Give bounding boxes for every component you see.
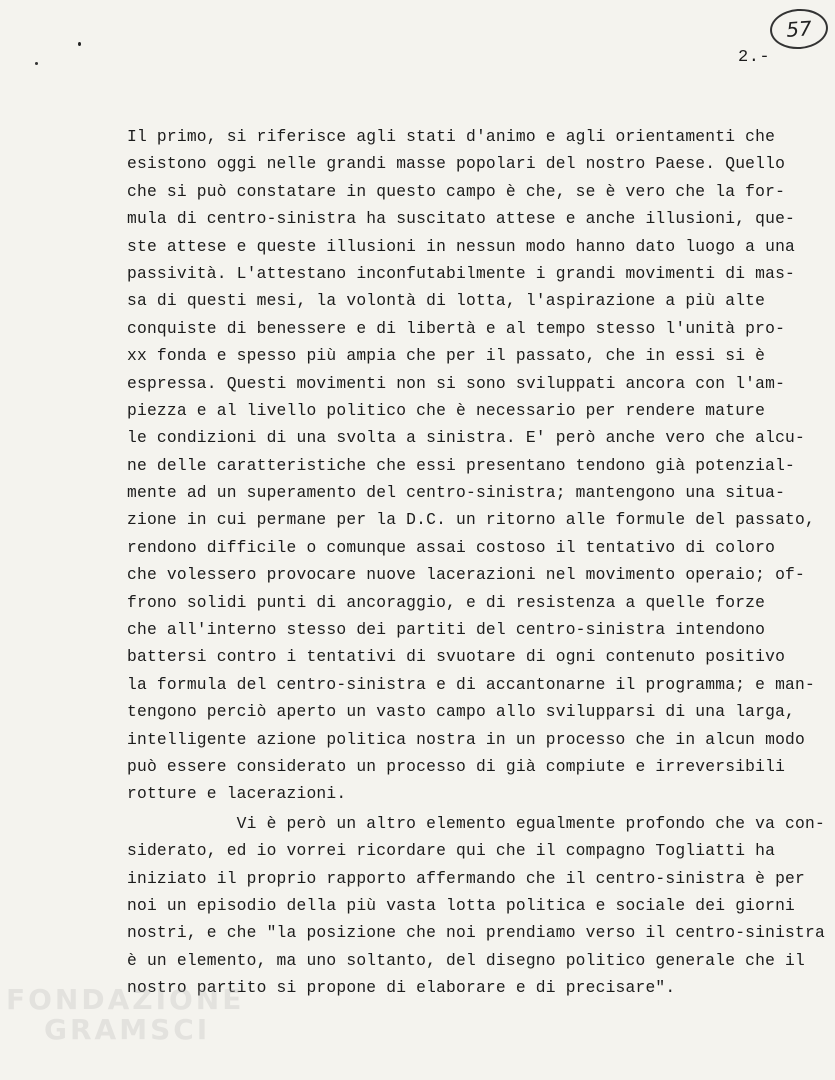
text-line: che volessero provocare nuove lacerazioni nel movimento operaio; of- <box>127 565 805 585</box>
text-line: mula di centro-sinistra ha suscitato attese e anche illusioni, que- <box>127 209 796 229</box>
text-line: tengono perciò aperto un vasto campo allo svilupparsi di una larga, <box>127 702 796 722</box>
text-line: rotture e lacerazioni. <box>127 784 347 804</box>
archive-stamp: 57 <box>769 7 830 51</box>
text-line: che si può constatare in questo campo è che, se è vero che la for- <box>127 181 786 201</box>
text-line: ste attese e queste illusioni in nessun modo hanno dato luogo a una <box>127 236 796 256</box>
ink-mark <box>35 62 38 65</box>
text-line: le condizioni di una svolta a sinistra. E' però anche vero che alcu- <box>127 428 805 448</box>
watermark-line: FONDAZIONE <box>6 983 245 1016</box>
text-line: passività. L'attestano inconfutabilmente i grandi movimenti di mas- <box>127 263 796 283</box>
text-line: frono solidi punti di ancoraggio, e di resistenza a quelle forze <box>127 592 766 612</box>
text-line: Il primo, si riferisce agli stati d'animo e agli orientamenti che <box>127 127 776 146</box>
text-line: mente ad un superamento del centro-sinistra; mantengono una situa- <box>127 483 786 503</box>
text-line: conquiste di benessere e di libertà e al tempo stesso l'unità pro- <box>127 318 786 338</box>
text-line: Vi è però un altro elemento egualmente profondo che va con- <box>127 813 825 833</box>
text-line: può essere considerato un processo di già compiute e irreversibili <box>127 756 786 776</box>
text-line: noi un episodio della più vasta lotta politica e sociale dei giorni <box>127 895 796 915</box>
text-line: è un elemento, ma uno soltanto, del disegno politico generale che il <box>127 950 805 970</box>
text-line: espressa. Questi movimenti non si sono sviluppati ancora con l'am- <box>127 373 786 393</box>
text-line: piezza e al livello politico che è necessario per rendere mature <box>127 400 766 420</box>
page-number: 2.- <box>738 48 771 67</box>
body-text <box>127 123 825 1002</box>
text-line: esistono oggi nelle grandi masse popolari del nostro Paese. Quello <box>127 154 786 174</box>
text-line: nostri, e che "la posizione che noi prendiamo verso il centro-sinistra <box>127 923 825 943</box>
text-line: sa di questi mesi, la volontà di lotta, l'aspirazione a più alte <box>127 291 766 311</box>
text-line: battersi contro i tentativi di svuotare di ogni contenuto positivo <box>127 647 786 667</box>
text-line: siderato, ed io vorrei ricordare qui che il compagno Togliatti ha <box>127 841 776 861</box>
text-line: iniziato il proprio rapporto affermando che il centro-sinistra è per <box>127 868 805 888</box>
text-line: zione in cui permane per la D.C. un ritorno alle formule del passato, <box>127 510 815 530</box>
watermark-line: GRAMSCI <box>44 1013 211 1046</box>
text-line: xx fonda e spesso più ampia che per il passato, che in essi si è <box>127 346 766 366</box>
text-line: ne delle caratteristiche che essi presentano tendono già potenzial- <box>127 455 796 475</box>
text-line: la formula del centro-sinistra e di accantonarne il programma; e man- <box>127 674 815 694</box>
text-line: intelligente azione politica nostra in un processo che in alcun modo <box>127 729 805 749</box>
watermark <box>6 985 244 1045</box>
text-line: nostro partito si propone di elaborare e di precisare". <box>127 978 676 998</box>
text-line: che all'interno stesso dei partiti del centro-sinistra intendono <box>127 620 766 640</box>
text-line: rendono difficile o comunque assai costoso il tentativo di coloro <box>127 537 776 557</box>
ink-mark <box>78 42 81 46</box>
